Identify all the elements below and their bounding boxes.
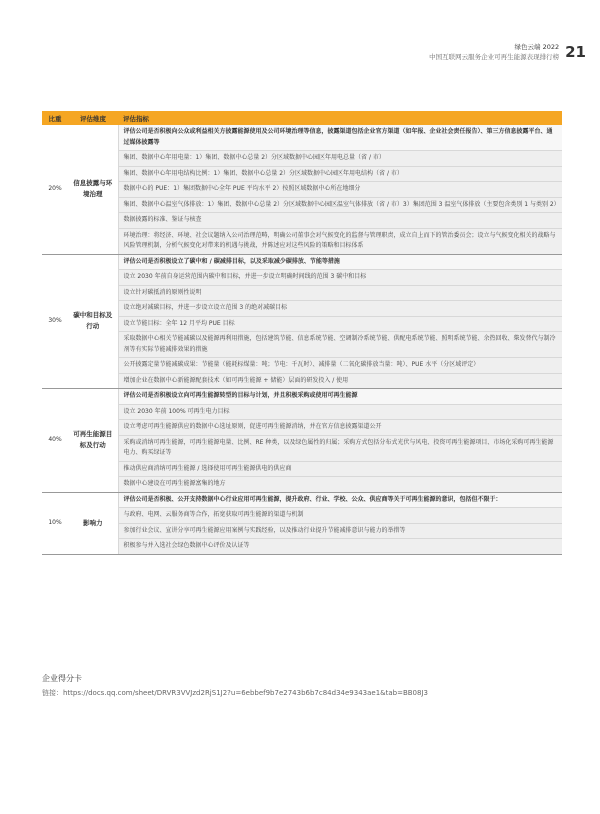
indicator-cell: 设立针对碳抵消的原则性说明 [118, 285, 562, 301]
table-row [42, 213, 562, 229]
dimension-cell: 信息披露与环境治理 [68, 125, 118, 254]
indicator-summary-cell: 评估公司是否积极向公众或利益相关方披露能源使用及公司环境治理等信息，披露渠道包括企业官方渠道（如年报、企业社会责任报告）、第三方信息披露平台、通过媒体披露等 [118, 125, 562, 151]
table-row [42, 166, 562, 182]
column-header-weight: 比重 [42, 111, 68, 125]
indicator-cell: 采取数据中心相关节能减碳以及能源再利用措施，包括建筑节能、信息系统节能、空调制冷系统节能、供配电系统节能、照明系统节能、余热回收、柴发替代与制冷剂等有实际节能减排效果的措施 [118, 332, 562, 358]
table-row [42, 151, 562, 167]
table-row [42, 508, 562, 524]
scorecard-title: 企业得分卡 [42, 674, 82, 683]
weight-cell: 40% [42, 389, 68, 493]
indicator-cell: 环境治理：将经济、环境、社会议题纳入公司治理范畴，明确公司董事会对气候变化的监督与管理职责，成立自上而下的管治委员会；设立与气候变化相关的战略与风险管理机制，分析气候变化对带来的机遇与挑战，并陈述应对这些风险的策略和目标体系 [118, 228, 562, 254]
table-row [42, 358, 562, 374]
page-header [429, 42, 586, 62]
indicator-cell: 集团、数据中心年用电结构比例：1）集团、数据中心总量 2）分区域数据中心园区年用电结构（省 / 市） [118, 166, 562, 182]
report-subtitle: 中国互联网云服务企业可再生能源表现排行榜 [429, 53, 560, 61]
dimension-cell: 可再生能源目标及行动 [68, 389, 118, 493]
indicator-summary-cell: 评估公司是否积极设立向可再生能源转型的目标与计划，并且积极采购或使用可再生能源 [118, 389, 562, 405]
header-text [429, 42, 559, 62]
table-row [42, 539, 562, 555]
indicator-cell: 增加企业在数据中心新能源配套技术（如可再生能源 + 储能）层面的研发投入 / 使用 [118, 373, 562, 389]
table-row [42, 182, 562, 198]
table-row [42, 435, 562, 461]
indicator-cell: 推动供应商消纳可再生能源 / 选择使用可再生能源供电的供应商 [118, 461, 562, 477]
weight-cell: 30% [42, 254, 68, 389]
indicator-summary-cell: 评估公司是否积极设立了碳中和 / 碳减排目标，以及采取减少碳排放、节能等措施 [118, 254, 562, 270]
table-row [42, 228, 562, 254]
indicator-summary-cell: 评估公司是否积极、公开支持数据中心行业应用可再生能源，提升政府、行业、学校、公众、供应商等关于可再生能源的意识，包括但不限于： [118, 492, 562, 508]
table-row [42, 523, 562, 539]
table-row [42, 404, 562, 420]
weight-cell: 20% [42, 125, 68, 254]
page-number: 21 [565, 43, 586, 61]
table-row [42, 316, 562, 332]
scorecard-link[interactable]: 链接：https://docs.qq.com/sheet/DRVR3VVJzd2RjS1J2?u=6ebbef9b7e2743b6b7c84d34e9343ae1&tab=BB08J3 [42, 689, 428, 697]
indicator-cell: 集团、数据中心年用电量：1）集团、数据中心总量 2）分区域数据中心园区年用电总量（省 / 市） [118, 151, 562, 167]
table-row [42, 461, 562, 477]
table-row [42, 301, 562, 317]
report-title: 绿色云端 2022 [514, 43, 560, 51]
table-row [42, 254, 562, 270]
table-row [42, 285, 562, 301]
weight-cell: 10% [42, 492, 68, 554]
indicator-cell: 设立考虑可再生能源供应的数据中心选址原则，促进可再生能源消纳，并在官方信息披露渠道公开 [118, 420, 562, 436]
indicator-cell: 设立 2030 年前自身运营范围内碳中和目标，并进一步设立明确时间线的范围 3 碳中和目标 [118, 270, 562, 286]
table-header-row [42, 111, 562, 125]
table-row [42, 197, 562, 213]
indicator-cell: 数据中心的 PUE：1）集团数据中心全年 PUE 平均水平 2）按照区域数据中心所在地细分 [118, 182, 562, 198]
indicator-cell: 采购或消纳可再生能源，可再生能源电量、比例、RE 种类，以及绿色属性的归属；采购方式包括分布式光伏与风电、投资可再生能源项目、市场化采购可再生能源电力、购买绿证等 [118, 435, 562, 461]
table-row [42, 477, 562, 493]
column-header-indicator: 评估指标 [118, 111, 562, 125]
indicator-cell: 集团、数据中心温室气体排放：1）集团、数据中心总量 2）分区域数据中心园区温室气体排放（省 / 市）3）集团范围 3 温室气体排放（主要包含类别 1 与类别 2） [118, 197, 562, 213]
table-row [42, 125, 562, 151]
table-row [42, 420, 562, 436]
indicator-cell: 设立 2030 年前 100% 可再生电力目标 [118, 404, 562, 420]
table-row [42, 389, 562, 405]
column-header-dimension: 评估维度 [68, 111, 118, 125]
indicator-cell: 设立节能目标：全年 12 月平均 PUE 目标 [118, 316, 562, 332]
indicator-cell: 与政府、电网、云服务商等合作，拓宽获取可再生能源的渠道与机制 [118, 508, 562, 524]
table-row [42, 492, 562, 508]
evaluation-table [42, 111, 562, 555]
indicator-cell: 设立绝对减碳目标，并进一步设立设立范围 3 的绝对减碳目标 [118, 301, 562, 317]
indicator-cell: 数据披露的标准、鉴证与核查 [118, 213, 562, 229]
table-row [42, 373, 562, 389]
indicator-cell: 数据中心建设在可再生能源富集的地方 [118, 477, 562, 493]
indicator-cell: 公开披露定量节能减碳成果：节能量（能耗标煤量：吨；节电：千瓦时）、减排量（二氧化碳排放当量：吨）、PUE 水平（分区域评定） [118, 358, 562, 374]
dimension-cell: 碳中和目标及行动 [68, 254, 118, 389]
indicator-cell: 参加行业会议、宣讲分享可再生能源应用案例与实践经验，以及推动行业提升节能减排意识与能力的举措等 [118, 523, 562, 539]
dimension-cell: 影响力 [68, 492, 118, 554]
table-row [42, 332, 562, 358]
indicator-cell: 积极参与并入选社会绿色数据中心评价及认证等 [118, 539, 562, 555]
table-body [42, 125, 562, 554]
table-row [42, 270, 562, 286]
